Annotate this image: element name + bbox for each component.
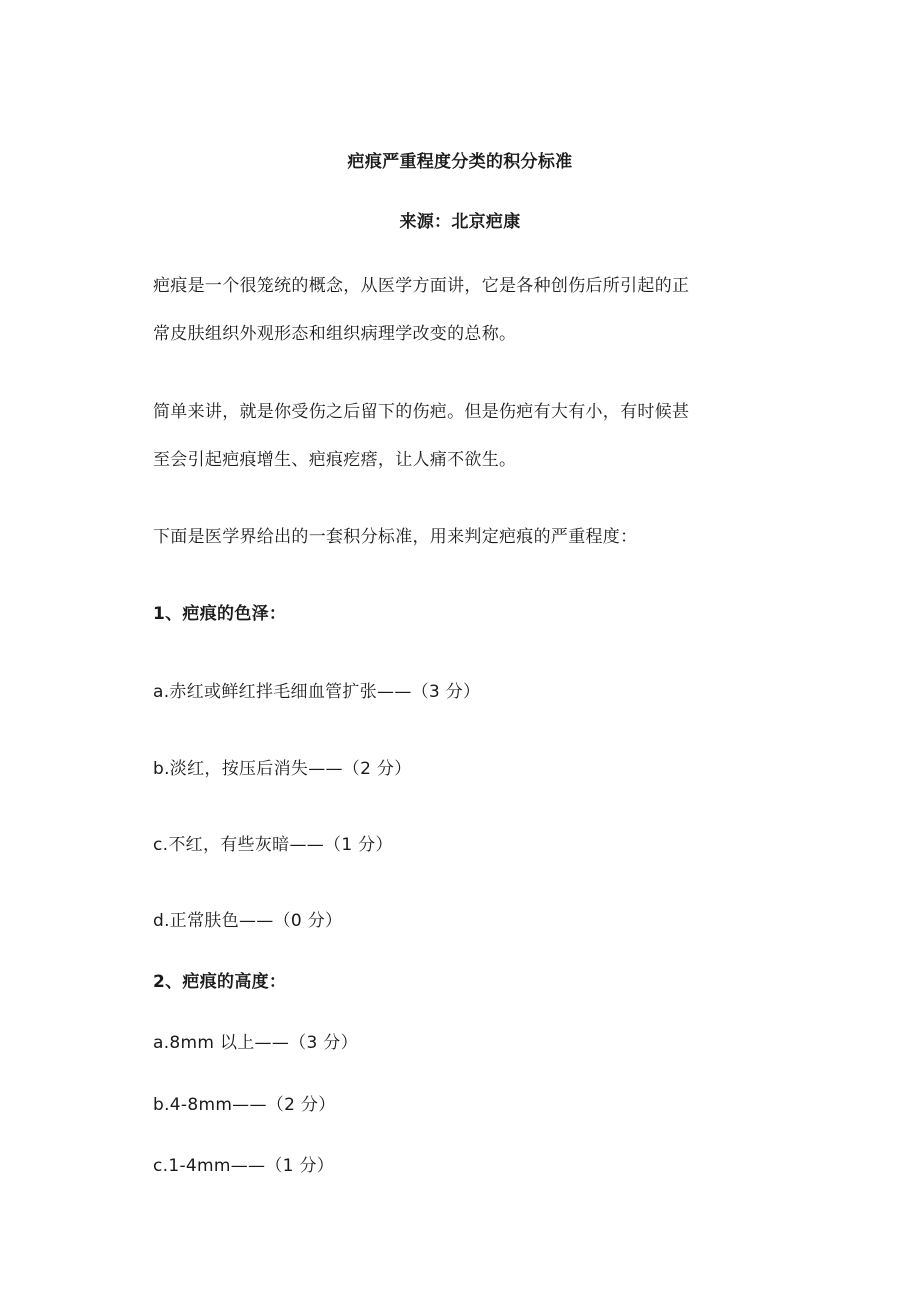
list-item: b.4-8mm——（2 分） — [153, 1095, 336, 1115]
list-item: d.正常肤色——（0 分） — [153, 911, 343, 931]
paragraph-line: 简单来讲，就是你受伤之后留下的伤疤。但是伤疤有大有小，有时候甚 — [153, 402, 690, 422]
section-heading-height: 2、疤痕的高度： — [153, 972, 287, 992]
section-heading-color: 1、疤痕的色泽： — [153, 604, 287, 624]
list-item: a.赤红或鲜红拌毛细血管扩张——（3 分） — [153, 682, 481, 702]
paragraph-line: 至会引起疤痕增生、疤痕疙瘩，让人痛不欲生。 — [153, 450, 517, 470]
document-source: 来源：北京疤康 — [399, 212, 521, 232]
paragraph-line: 疤痕是一个很笼统的概念，从医学方面讲，它是各种创伤后所引起的正 — [153, 276, 690, 296]
paragraph-line: 下面是医学界给出的一套积分标准，用来判定疤痕的严重程度： — [153, 527, 638, 547]
document-title: 疤痕严重程度分类的积分标准 — [347, 152, 573, 172]
list-item: a.8mm 以上——（3 分） — [153, 1033, 358, 1053]
list-item: c.1-4mm——（1 分） — [153, 1156, 335, 1176]
list-item: c.不红，有些灰暗——（1 分） — [153, 835, 393, 855]
paragraph-line: 常皮肤组织外观形态和组织病理学改变的总称。 — [153, 324, 517, 344]
list-item: b.淡红，按压后消失——（2 分） — [153, 759, 412, 779]
